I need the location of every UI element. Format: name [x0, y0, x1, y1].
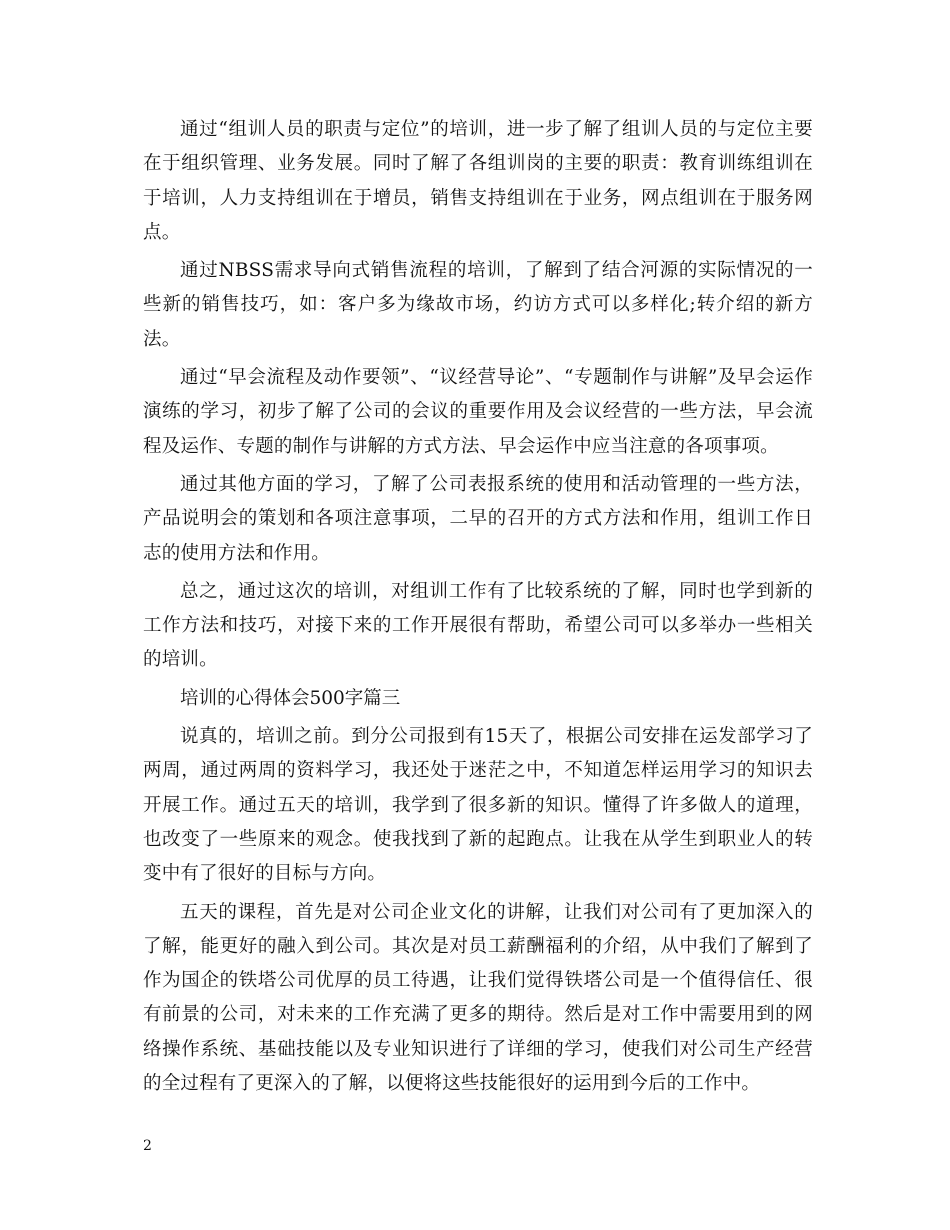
- paragraph-before-training: 说真的，培训之前。到分公司报到有15天了，根据公司安排在运发部学习了两周，通过两周的资料学习，我还处于迷茫之中，不知道怎样运用学习的知识去开展工作。通过五天的培训，我学到了很多新的知识。懂得了许多做人的道理，也改变了一些原来的观念。使我找到了新的起跑点。让我在从学生到职业人的转变中有了很好的目标与方向。: [143, 726, 813, 885]
- paragraph-nbss-training: 通过NBSS需求导向式销售流程的培训，了解到了结合河源的实际情况的一些新的销售技巧，如：客户多为缘故市场，约访方式可以多样化;转介绍的新方法。: [143, 260, 813, 350]
- paragraph-five-day-course: 五天的课程，首先是对公司企业文化的讲解，让我们对公司有了更加深入的了解，能更好的融入到公司。其次是对员工薪酬福利的介绍，从中我们了解到了作为国企的铁塔公司优厚的员工待遇，让我们觉得铁塔公司是一个值得信任、很有前景的公司，对未来的工作充满了更多的期待。然后是对工作中需要用到的网络操作系统、基础技能以及专业知识进行了详细的学习，使我们对公司生产经营的全过程有了更深入的了解，以便将这些技能很好的运用到今后的工作中。: [143, 901, 813, 1095]
- paragraph-role-definition: 通过“组训人员的职责与定位”的培训，进一步了解了组训人员的与定位主要在于组织管理、业务发展。同时了解了各组训岗的主要的职责：教育训练组训在于培训，人力支持组训在于增员，销售支持组训在于业务，网点组训在于服务网点。: [143, 119, 813, 243]
- section-heading: 培训的心得体会500字篇三: [180, 687, 401, 709]
- paragraph-other-learning: 通过其他方面的学习，了解了公司表报系统的使用和活动管理的一些方法，产品说明会的策划和各项注意事项，二早的召开的方式方法和作用，组训工作日志的使用方法和作用。: [143, 473, 813, 564]
- document-body: [143, 113, 813, 1105]
- paragraph-morning-meeting: 通过“早会流程及动作要领”、“议经营导论”、“专题制作与讲解”及早会运作演练的学习，初步了解了公司的会议的重要作用及会议经营的一些方法，早会流程及运作、专题的制作与讲解的方式方法、早会运作中应当注意的各项事项。: [143, 367, 813, 457]
- paragraph-summary: 总之，通过这次的培训，对组训工作有了比较系统的了解，同时也学到新的工作方法和技巧，对接下来的工作开展很有帮助，希望公司可以多举办一些相关的培训。: [143, 580, 813, 671]
- page-number: 2: [143, 1138, 152, 1154]
